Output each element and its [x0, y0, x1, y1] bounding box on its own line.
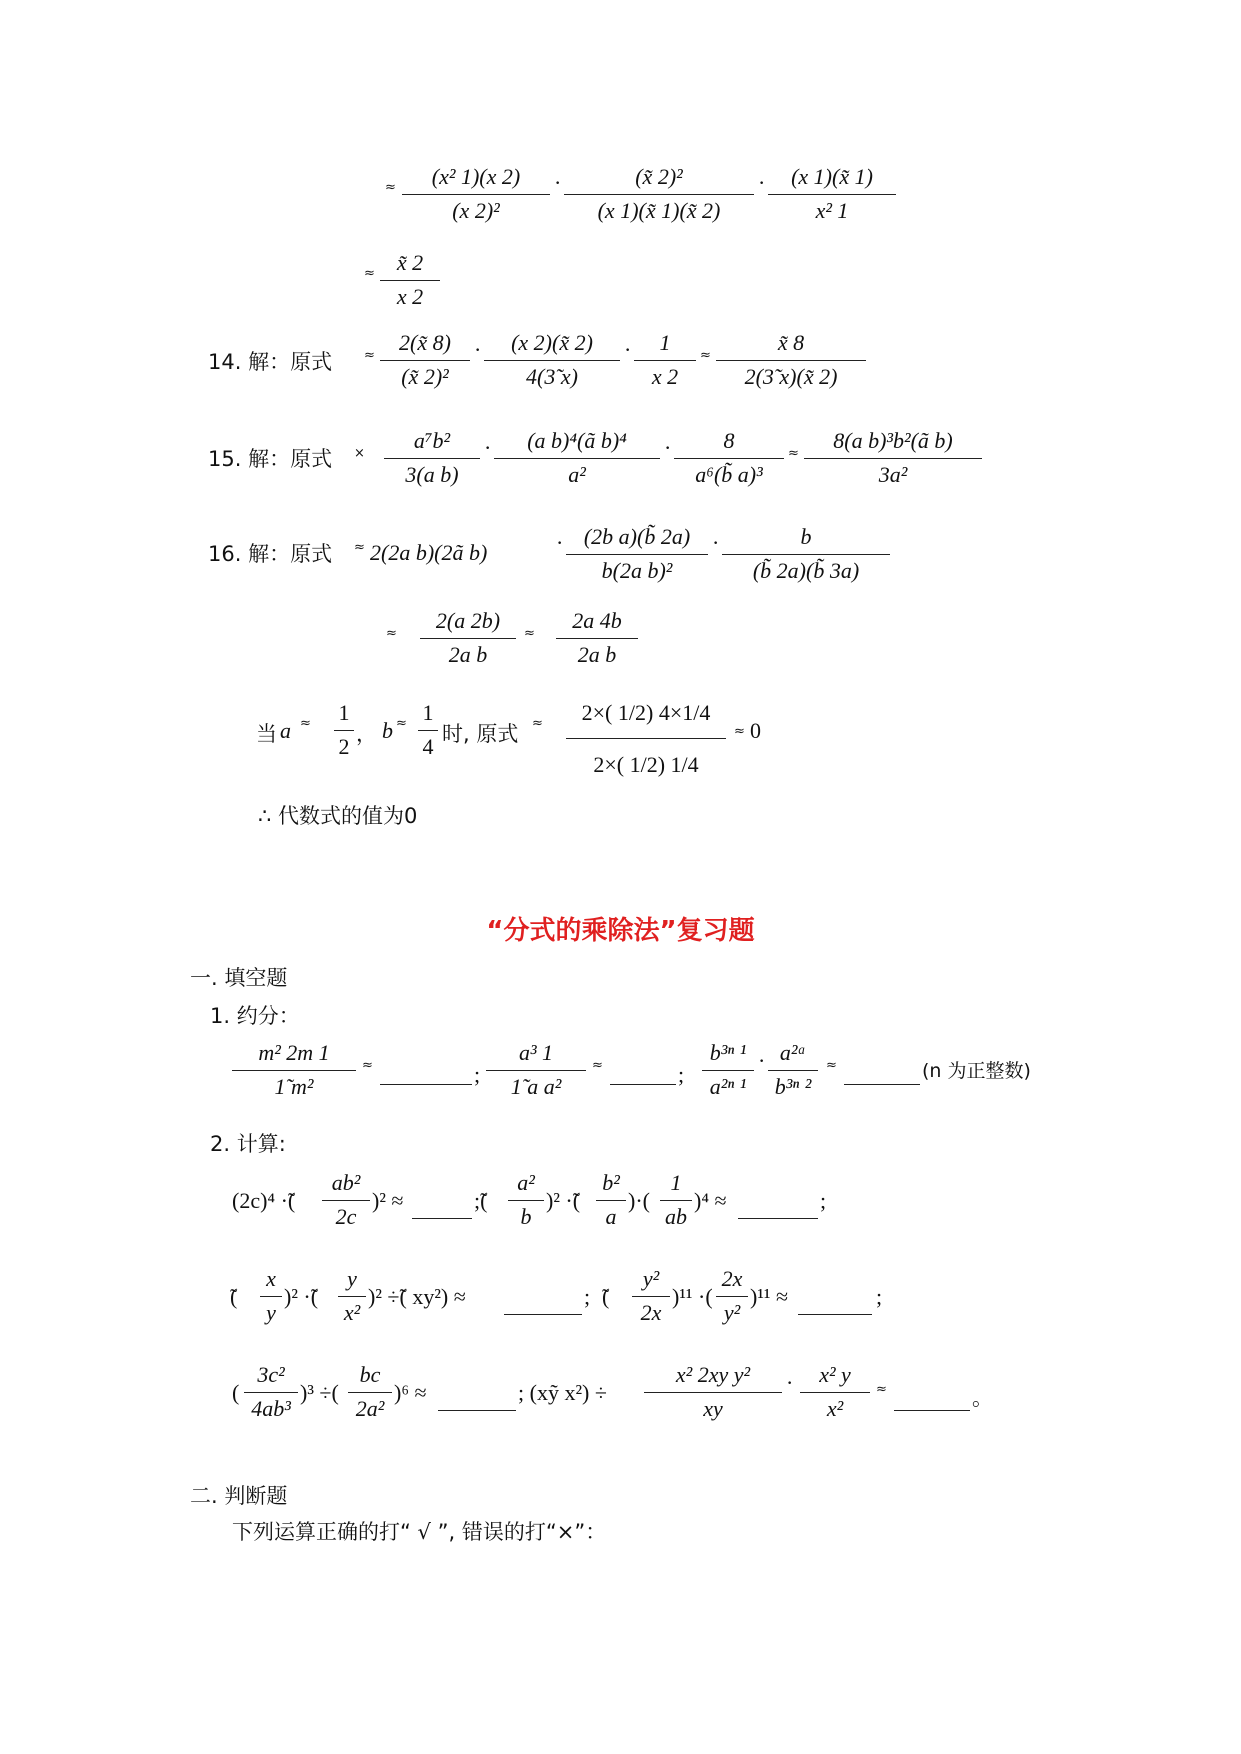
separator: ;: [584, 1284, 591, 1309]
problem-15-label: 15. 解：原式: [208, 447, 333, 471]
numerator: b³ⁿ ¹: [709, 1040, 747, 1065]
fraction: [804, 428, 982, 498]
fraction: [380, 330, 470, 400]
denominator: (b̃ 2a)(b̃ 3a): [752, 558, 860, 583]
denominator: 2×( 1/2) 1/4: [593, 752, 699, 777]
denominator: 2a b: [577, 642, 617, 667]
numerator: x̃ 2: [396, 250, 424, 275]
equals-symbol: ≈: [386, 626, 396, 641]
fraction: [556, 608, 638, 678]
separator: ;: [820, 1188, 827, 1213]
denominator: ab: [665, 1204, 687, 1229]
expression: (2c)⁴ ·̃(: [232, 1188, 296, 1213]
denominator: 1̃ m²: [274, 1074, 314, 1099]
fraction: [338, 1266, 366, 1336]
fraction: [322, 1170, 370, 1240]
denominator: 2a b: [448, 642, 488, 667]
equals-symbol: ≈: [396, 716, 406, 731]
answer-blank[interactable]: [504, 1294, 582, 1315]
expression: )² ≈: [372, 1188, 404, 1213]
denominator: a²: [568, 462, 586, 487]
numerator: (x 1)(x̃ 1): [791, 164, 873, 189]
expression: )¹¹ ·(: [672, 1284, 713, 1309]
fraction: [634, 330, 696, 400]
full-stop: 。: [972, 1386, 993, 1410]
numerator: a²ᵃ: [779, 1040, 807, 1065]
equals-symbol: ×: [354, 446, 364, 461]
denominator: 4(3̃ x): [526, 364, 578, 389]
separator: ;: [678, 1062, 685, 1087]
answer-blank[interactable]: [380, 1064, 472, 1085]
variable-b: b: [382, 718, 393, 743]
denominator: y²: [723, 1300, 741, 1325]
expression: )⁶ ≈: [394, 1380, 427, 1405]
numerator: a²: [517, 1170, 535, 1195]
equals-symbol: ≈: [876, 1382, 886, 1397]
expression: )³ ÷(: [300, 1380, 339, 1405]
numerator: (x² 1)(x 2): [431, 164, 521, 189]
dot-operator: ·: [664, 435, 672, 460]
fraction: [632, 1266, 670, 1336]
denominator: 2(3̃ x)(x̃ 2): [744, 364, 838, 389]
section-heading: 二. 判断题: [190, 1484, 288, 1508]
page-title: “分式的乘除法”复习题: [486, 916, 755, 946]
dot-operator: ·: [474, 337, 482, 362]
expression: )⁴ ≈: [694, 1188, 727, 1213]
answer-blank[interactable]: [798, 1294, 872, 1315]
fraction: [660, 1170, 692, 1240]
separator: ;: [876, 1284, 883, 1309]
fraction: [508, 1170, 544, 1240]
fraction: [232, 1040, 356, 1110]
denominator: xy: [703, 1396, 723, 1421]
numerator: a⁷b²: [413, 428, 451, 453]
dot-operator: ·: [624, 337, 632, 362]
denominator: a²ⁿ ¹: [709, 1074, 747, 1099]
fraction: [596, 1170, 626, 1240]
fraction: [768, 1040, 818, 1110]
fraction: [260, 1266, 282, 1336]
numerator: bc: [359, 1362, 381, 1387]
expression: 2(2a b)(2ã b): [370, 540, 488, 565]
dot-operator: ·: [758, 170, 766, 195]
answer-blank[interactable]: [844, 1064, 920, 1085]
problem-16-label: 16. 解：原式: [208, 542, 333, 566]
fraction: [402, 164, 550, 234]
numerator: b: [800, 524, 812, 549]
denominator: 3a²: [878, 462, 908, 487]
equals-symbol: ≈: [826, 1058, 836, 1073]
dot-operator: ·: [484, 435, 492, 460]
denominator: 2: [338, 734, 350, 759]
numerator: 2×( 1/2) 4×1/4: [581, 700, 711, 725]
equals-symbol: ≈: [364, 348, 374, 363]
equals-symbol: ≈: [385, 180, 395, 195]
answer-blank[interactable]: [738, 1198, 818, 1219]
numerator: (2b a)(b̃ 2a): [583, 524, 691, 549]
fraction: [716, 330, 866, 400]
numerator: x: [266, 1266, 276, 1291]
numerator: y²: [642, 1266, 660, 1291]
numerator: 2(x̃ 8): [399, 330, 451, 355]
denominator: (x̃ 2)²: [401, 364, 449, 389]
numerator: x² y: [819, 1362, 851, 1387]
numerator: (x̃ 2)²: [635, 164, 683, 189]
numerator: 1: [422, 700, 434, 725]
denominator: (x 2)²: [452, 198, 500, 223]
denominator: x²: [826, 1396, 844, 1421]
fraction: [674, 428, 784, 498]
fraction: [800, 1362, 870, 1432]
dot-operator: ·: [712, 530, 720, 555]
question-label: 2. 计算:: [210, 1132, 286, 1156]
numerator: 1: [338, 700, 350, 725]
denominator: 4ab³: [251, 1396, 291, 1421]
expression: )² ·̃(: [284, 1284, 319, 1309]
numerator: (a b)⁴(ã b)⁴: [527, 428, 627, 453]
dot-operator: ·: [554, 170, 562, 195]
fraction: [420, 608, 516, 678]
instruction: 下列运算正确的打“ √ ”, 错误的打“×”：: [232, 1520, 607, 1544]
denominator: a⁶(b̃ a)³: [695, 462, 763, 487]
fraction: [494, 428, 660, 498]
question-label: 1. 约分：: [210, 1004, 300, 1028]
expression: )² ÷̃( xy²) ≈: [368, 1284, 466, 1309]
fraction: [334, 700, 354, 770]
denominator: y: [266, 1300, 276, 1325]
when-label: 当: [256, 722, 277, 746]
denominator: a: [605, 1204, 617, 1229]
expression: ̃(: [602, 1284, 610, 1309]
numerator: 1: [670, 1170, 682, 1195]
result-value: 0: [750, 718, 761, 743]
dot-operator: ·: [758, 1048, 766, 1073]
equals-symbol: ≈: [700, 348, 710, 363]
fraction: [702, 1040, 754, 1110]
numerator: m² 2m 1: [258, 1040, 330, 1065]
numerator: ab²: [331, 1170, 361, 1195]
dot-operator: ·: [556, 530, 564, 555]
problem-14-label: 14. 解：原式: [208, 350, 333, 374]
numerator: b²: [602, 1170, 620, 1195]
denominator: (x 1)(x̃ 1)(x̃ 2): [597, 198, 721, 223]
numerator: 8(a b)³b²(ã b): [833, 428, 953, 453]
equals-symbol: ≈: [734, 724, 744, 739]
comma: ，: [356, 722, 377, 746]
expression: ; (xỹ x²) ÷: [518, 1380, 607, 1405]
fraction: [768, 164, 896, 234]
fraction: [644, 1362, 782, 1432]
answer-blank[interactable]: [438, 1390, 516, 1411]
denominator: b: [520, 1204, 532, 1229]
numerator: a³ 1: [518, 1040, 554, 1065]
equals-symbol: ≈: [524, 626, 534, 641]
denominator: x²: [343, 1300, 361, 1325]
numerator: 2x: [721, 1266, 743, 1291]
denominator: 1̃ a a²: [510, 1074, 562, 1099]
answer-blank[interactable]: [610, 1064, 676, 1085]
numerator: x² 2xy y²: [675, 1362, 751, 1387]
fraction: [716, 1266, 748, 1336]
denominator: b(2a b)²: [601, 558, 673, 583]
fraction: [348, 1362, 392, 1432]
denominator: b³ⁿ ²: [774, 1074, 812, 1099]
denominator: x 2: [651, 364, 679, 389]
separator: ;: [474, 1062, 481, 1087]
fraction: [384, 428, 480, 498]
section-heading: 一. 填空题: [190, 966, 288, 990]
equals-symbol: ≈: [592, 1058, 602, 1073]
denominator: x 2: [396, 284, 424, 309]
expression: (: [232, 1380, 240, 1405]
equals-symbol: ≈: [300, 716, 310, 731]
numerator: 1: [659, 330, 671, 355]
equals-symbol: ≈: [788, 446, 798, 461]
equals-symbol: ≈: [532, 716, 542, 731]
fraction: [380, 250, 440, 320]
numerator: 2a 4b: [572, 608, 622, 633]
denominator: x² 1: [815, 198, 849, 223]
denominator: 4: [422, 734, 434, 759]
fraction: [566, 524, 708, 594]
fraction: [418, 700, 438, 770]
fraction: [722, 524, 890, 594]
numerator: 3c²: [257, 1362, 285, 1387]
fraction: [484, 330, 620, 400]
equals-symbol: ≈: [362, 1058, 372, 1073]
equals-symbol: ≈: [364, 266, 374, 281]
equals-symbol: ≈: [354, 540, 364, 555]
when-suffix: 时, 原式: [442, 722, 519, 746]
fraction: [244, 1362, 298, 1432]
denominator: 2a²: [355, 1396, 385, 1421]
numerator: 8: [723, 428, 735, 453]
dot-operator: ·: [786, 1370, 794, 1395]
numerator: x̃ 8: [777, 330, 805, 355]
expression: ̃(: [230, 1284, 238, 1309]
numerator: (x 2)(x̃ 2): [511, 330, 593, 355]
fraction: [564, 164, 754, 234]
numerator: 2(a 2b): [435, 608, 501, 633]
expression: )² ·̃(: [546, 1188, 581, 1213]
denominator: 2c: [335, 1204, 357, 1229]
denominator: 2x: [640, 1300, 662, 1325]
denominator: 3(a b): [405, 462, 459, 487]
answer-blank[interactable]: [412, 1198, 472, 1219]
numerator: y: [347, 1266, 357, 1291]
conclusion: ∴ 代数式的值为0: [258, 804, 418, 828]
note: (n 为正整数): [922, 1060, 1031, 1082]
expression: )¹¹ ≈: [750, 1284, 789, 1309]
fraction: [486, 1040, 586, 1110]
answer-blank[interactable]: [894, 1390, 970, 1411]
expression: )·(: [628, 1188, 650, 1213]
variable-a: a: [280, 718, 291, 743]
big-fraction: [566, 700, 726, 786]
separator: ;̃(: [474, 1188, 488, 1213]
